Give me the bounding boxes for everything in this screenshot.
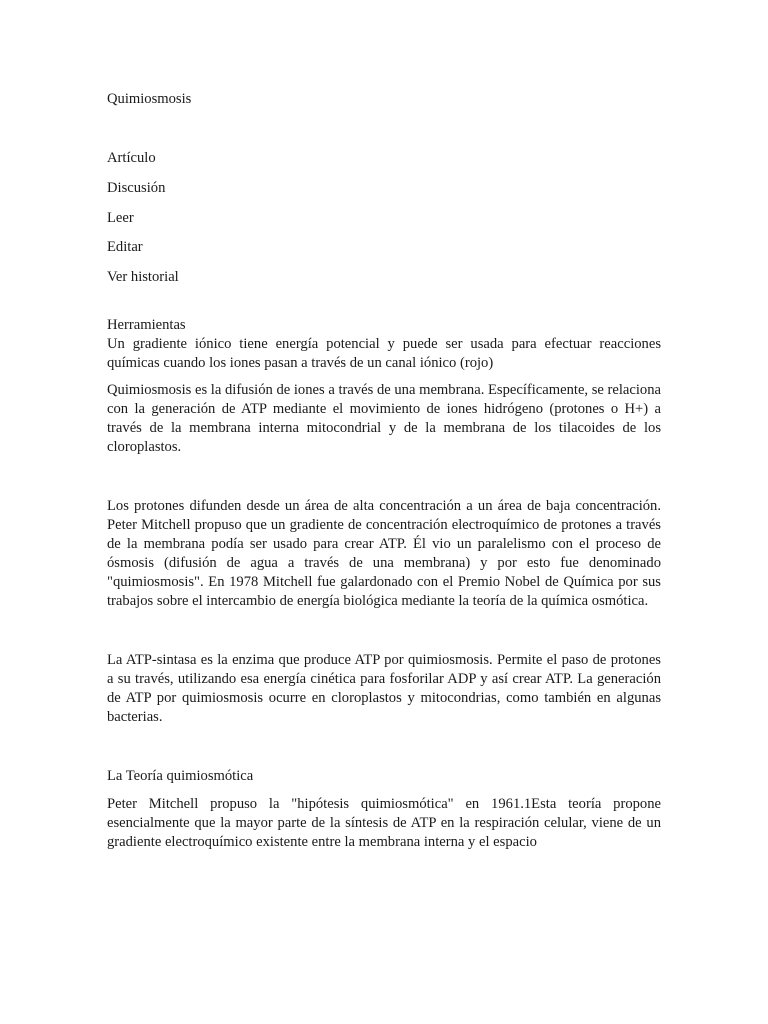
menu-item-articulo[interactable]: Artículo — [107, 150, 156, 166]
section-heading: La Teoría quimiosmótica — [107, 768, 254, 785]
paragraph-protons: Los protones difunden desde un área de alta concentración a un área de baja concentración. Peter Mitchell propuso que un gradiente de concentración electroquímico de protones a través de la membrana podía ser usado para crear ATP. Él vio un paralelismo con el proceso de ósmosis (difusión de agua a través de una membrana) y por esto fue denominado "quimiosmosis". En 1978 Mitchell fue galardonado con el Premio Nobel de Química por sus trabajos sobre el intercambio de energía biológica mediante la teoría de la química osmótica. — [107, 498, 661, 610]
paragraph-teoria-wrapper — [107, 795, 661, 852]
image-caption: Un gradiente iónico tiene energía potencial y puede ser usada para efectuar reacciones químicas cuando los iones pasan a través de un canal iónico (rojo) — [107, 336, 661, 372]
menu-item-discusion[interactable]: Discusión — [107, 179, 166, 196]
page-title: Quimiosmosis — [107, 91, 192, 107]
paragraph-teoria: Peter Mitchell propuso la "hipótesis quimiosmótica" en 1961.1Esta teoría propone esencialmente que la mayor parte de la síntesis de ATP en la respiración celular, viene de un gradiente electroquímico existente entre la membrana interna y el espacio — [107, 796, 661, 851]
paragraph-atp-sintasa: La ATP-sintasa es la enzima que produce ATP por quimiosmosis. Permite el paso de protones a su través, utilizando esa energía cinética para fosforilar ADP y así crear ATP. La generación de ATP por quimiosmosis ocurre en cloroplastos y mitocondrias, como también en algunas bacterias. — [107, 652, 661, 726]
menu-item-ver-historial[interactable]: Ver historial — [107, 269, 179, 286]
menu-item-leer[interactable]: Leer — [107, 209, 134, 226]
document-page — [107, 90, 661, 852]
paragraph-definition: Quimiosmosis es la difusión de iones a través de una membrana. Específicamente, se relaciona con la generación de ATP mediante el movimiento de iones hidrógeno (protones o H+) a través de la membrana interna mitocondrial y de la membrana de los tilacoides de los cloroplastos. — [107, 382, 661, 456]
article-menu — [107, 149, 661, 287]
menu-item-editar[interactable]: Editar — [107, 239, 143, 256]
tools-label[interactable]: Herramientas — [107, 317, 186, 334]
